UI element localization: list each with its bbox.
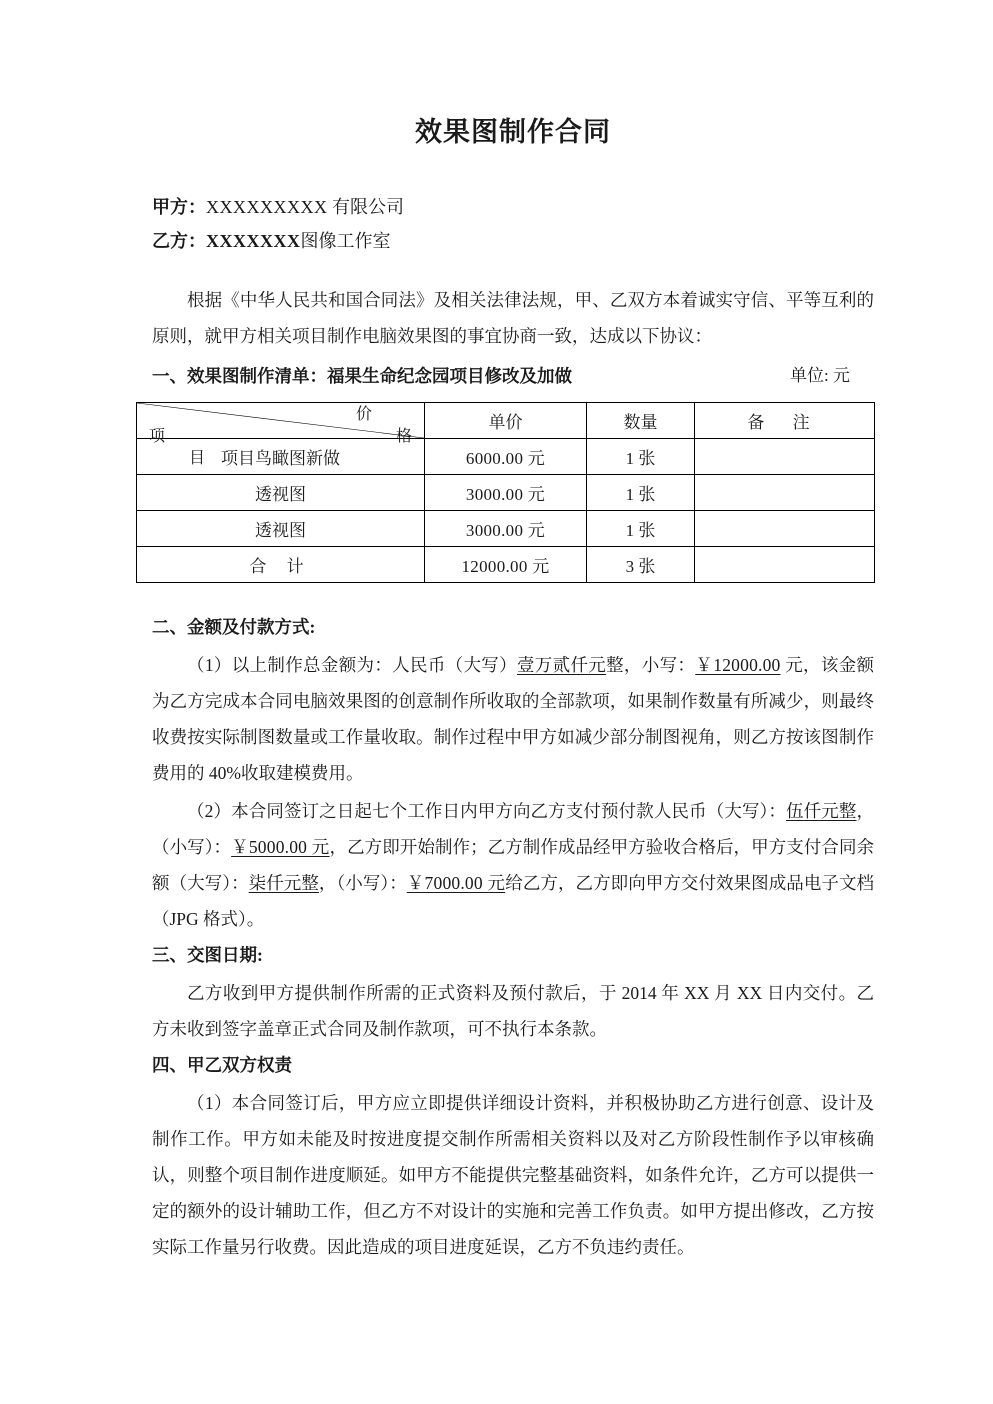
party-a-line xyxy=(152,190,874,224)
cell-qty-total: 3 张 xyxy=(587,547,695,583)
cell-item: 透视图 xyxy=(137,475,425,511)
balance-upper-case: 柒仟元整 xyxy=(248,873,319,894)
clause-1-lead: （1）以上制作总金额为：人民币（大写） xyxy=(187,655,517,676)
cell-price: 6000.00 元 xyxy=(425,439,587,475)
balance-lower-case: ￥7000.00 元 xyxy=(406,873,506,894)
party-a-placeholder: XXXXXXXXX xyxy=(206,197,328,218)
prepay-lower-case: ￥5000.00 元 xyxy=(231,837,330,858)
party-a-suffix: 有限公司 xyxy=(327,197,404,218)
section-1-heading xyxy=(152,358,874,394)
price-table xyxy=(136,402,875,583)
table-row xyxy=(137,439,875,475)
cell-qty: 1 张 xyxy=(587,511,695,547)
cell-remark xyxy=(695,439,875,475)
table-row xyxy=(137,511,875,547)
table-row xyxy=(137,475,875,511)
prepay-upper-case: 伍仟元整 xyxy=(786,801,857,822)
price-table-wrapper xyxy=(136,402,874,583)
section-3-body: 乙方收到甲方提供制作所需的正式资料及预付款后，于 2014 年 XX 月 XX 日内交付。乙方未收到签字盖章正式合同及制作款项，可不执行本条款。 xyxy=(152,983,874,1040)
cell-price-total: 12000.00 元 xyxy=(425,547,587,583)
cell-item-total: 合 计 xyxy=(137,547,425,583)
section-4-clause-1: （1）本合同签订后，甲方应立即提供详细设计资料，并积极协助乙方进行创意、设计及制作工作。甲方如未能及时按进度提交制作所需相关资料以及对乙方阶段性制作予以审核确认，则整个项目制作进度顺延。如甲方不能提供完整基础资料，如条件允许，乙方可以提供一定的额外的设计辅助工作，但乙方不对设计的实施和完善工作负责。如甲方提出修改，乙方按实际工作量另行收费。因此造成的项目进度延误，乙方不负违约责任。 xyxy=(152,1093,874,1258)
unit-note: 单位: 元 xyxy=(790,366,850,386)
amount-upper-case: 壹万贰仟元 xyxy=(516,655,607,676)
cell-remark-total xyxy=(695,547,875,583)
page-title: 效果图制作合同 xyxy=(415,117,611,147)
diagonal-line-icon xyxy=(137,403,424,438)
cell-qty: 1 张 xyxy=(587,439,695,475)
party-b-label: 乙方： xyxy=(152,231,206,252)
clause-1-after-upper: 整，小写： xyxy=(606,655,696,676)
party-b-line xyxy=(152,224,874,258)
diag-label-item-1: 项 xyxy=(149,428,166,446)
table-header-row xyxy=(137,403,875,439)
cell-remark xyxy=(695,511,875,547)
clause-2-lead: （2）本合同签订之日起七个工作日内甲方向乙方支付预付款人民币（大写）： xyxy=(187,801,787,822)
section-1-heading-text: 一、效果图制作清单：福果生命纪念园项目修改及加做 xyxy=(152,366,572,387)
cell-remark xyxy=(695,475,875,511)
cell-item: 透视图 xyxy=(137,511,425,547)
clause-2-mid-3: ，（小写）： xyxy=(318,873,407,894)
cell-price: 3000.00 元 xyxy=(425,511,587,547)
diag-label-item-2: 目 xyxy=(189,450,206,468)
preamble-paragraph: 根据《中华人民共和国合同法》及相关法律法规，甲、乙双方本着诚实守信、平等互利的原则，就甲方相关项目制作电脑效果图的事宜协商一致，达成以下协议： xyxy=(152,290,874,347)
column-header-qty: 数量 xyxy=(587,403,695,439)
section-2-clause-2 xyxy=(152,793,874,937)
clause-1-tail: 元，该金额为乙方完成本合同电脑效果图的创意制作所收取的全部款项，如果制作数量有所减少，则最终收费按实际制图数量或工作量收取。制作过程中甲方如减少部分制图视角，则乙方按该图制作费用的 40%收取建模费用。 xyxy=(152,655,875,784)
diag-label-price-2: 格 xyxy=(395,428,412,446)
cell-item: 项目鸟瞰图新做 xyxy=(137,439,425,475)
party-b-placeholder: XXXXXXX xyxy=(206,231,301,252)
party-b-suffix: 图像工作室 xyxy=(300,231,391,252)
section-2-clause-1 xyxy=(152,647,874,791)
section-4-heading: 四、甲乙双方权责 xyxy=(152,1055,292,1076)
clause-2-mid-2: ，乙方即开始制作；乙方制作成品经甲方验收合格后，甲方支付合同余额（大写）： xyxy=(152,837,875,894)
cell-price: 3000.00 元 xyxy=(425,475,587,511)
clause-2-tail: 给乙方，乙方即向甲方交付效果图成品电子文档（JPG 格式）。 xyxy=(152,873,875,930)
amount-lower-case: ￥12000.00 xyxy=(695,655,781,676)
cell-qty: 1 张 xyxy=(587,475,695,511)
column-header-remark: 备 注 xyxy=(695,403,875,439)
column-header-price: 单价 xyxy=(425,403,587,439)
document-content xyxy=(149,0,875,1265)
clause-2-mid-1: ，（小写）： xyxy=(152,801,875,858)
diag-label-price-1: 价 xyxy=(355,406,372,424)
table-row-total xyxy=(137,547,875,583)
parties-block xyxy=(152,190,874,258)
section-2-heading: 二、金额及付款方式: xyxy=(152,617,316,638)
section-3-heading: 三、交图日期: xyxy=(152,945,263,966)
party-a-label: 甲方： xyxy=(152,197,206,218)
